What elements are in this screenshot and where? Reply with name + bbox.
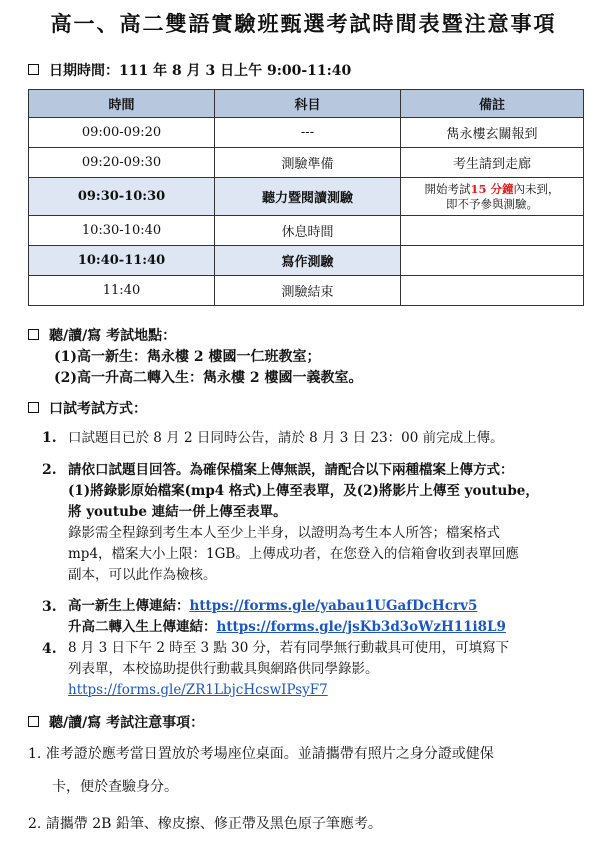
cell-subject: 聽力暨閱讀測驗 — [215, 178, 401, 216]
cell-note — [401, 216, 584, 246]
note-highlight: 15 分鐘 — [470, 181, 514, 196]
cell-note: 考生請到走廊 — [401, 148, 584, 178]
table-row — [29, 216, 584, 246]
notes-heading — [28, 712, 204, 732]
cell-note: 雋永樓玄關報到 — [401, 118, 584, 148]
oral-heading — [28, 398, 147, 418]
oral-item-text: mp4，檔案大小上限：1GB。上傳成功者，在您登入的信箱會收到表單回應 — [68, 546, 519, 562]
cell-note — [401, 276, 584, 306]
cell-note — [401, 178, 584, 216]
upload-link-line — [68, 596, 477, 617]
cell-time: 10:30-10:40 — [29, 216, 215, 246]
list-number: 2. — [42, 462, 57, 478]
note-text: 開始考試 — [424, 181, 471, 196]
location-line: (1)高一新生：雋永樓 2 樓國一仁班教室； — [54, 349, 321, 365]
header-note: 備註 — [401, 90, 584, 118]
location-line: (2)高一升高二轉入生：雋永樓 2 樓國一義教室。 — [54, 370, 363, 386]
schedule-table — [28, 89, 584, 306]
page-title: 高一、高二雙語實驗班甄選考試時間表暨注意事項 — [50, 11, 557, 36]
notes-item: 1. 准考證於應考當日置放於考場座位桌面。並請攜帶有照片之身分證或健保 — [28, 746, 494, 762]
device-request-link[interactable]: https://forms.gle/ZR1LbjcHcswIPsyF7 — [68, 682, 328, 698]
table-row — [29, 276, 584, 306]
location-heading — [28, 325, 176, 345]
notes-item: 卡，便於查驗身分。 — [52, 779, 178, 795]
oral-item-text: 列表單，本校協助提供行動載具與網路供同學錄影。 — [68, 661, 379, 677]
upload-link-label: 升高二轉入生上傳連結： — [68, 619, 217, 635]
schedule-heading-text: 日期時間：111 年 8 月 3 日上午 9:00-11:40 — [49, 63, 352, 79]
oral-item-text: 錄影需全程錄到考生本人至少上半身，以證明為考生本人所答；檔案格式 — [68, 525, 500, 541]
list-number: 1. — [42, 430, 57, 446]
table-row — [29, 118, 584, 148]
header-time: 時間 — [29, 90, 215, 118]
cell-subject: 休息時間 — [215, 216, 401, 246]
table-row — [29, 246, 584, 276]
oral-item-text: 請依口試題目回答。為確保檔案上傳無誤，請配合以下兩種檔案上傳方式： — [68, 462, 514, 478]
checkbox-bullet-icon — [28, 402, 39, 413]
upload-link-label: 高一新生上傳連結： — [68, 598, 190, 614]
cell-subject: 測驗結束 — [215, 276, 401, 306]
oral-item-text: (1)將錄影原始檔案(mp4 格式)上傳至表單，及(2)將影片上傳至 youtube， — [68, 483, 539, 499]
cell-subject: 寫作測驗 — [215, 246, 401, 276]
upload-link-new-students[interactable]: https://forms.gle/yabau1UGafDcHcrv5 — [189, 598, 478, 614]
list-number: 4. — [42, 641, 57, 657]
oral-item-text: 口試題目已於 8 月 2 日同時公告，請於 8 月 3 日 23：00 前完成上傳。 — [68, 430, 504, 446]
schedule-heading — [28, 60, 351, 80]
cell-subject: --- — [215, 118, 401, 148]
cell-time: 11:40 — [29, 276, 215, 306]
cell-time: 10:40-11:40 — [29, 246, 215, 276]
list-number: 3. — [42, 599, 57, 615]
cell-time: 09:00-09:20 — [29, 118, 215, 148]
notes-heading-text: 聽/讀/寫 考試注意事項： — [49, 715, 205, 731]
device-request-line — [68, 680, 328, 701]
checkbox-bullet-icon — [28, 716, 39, 727]
location-heading-text: 聽/讀/寫 考試地點： — [49, 328, 177, 344]
table-row — [29, 178, 584, 216]
upload-link-transfer-students[interactable]: https://forms.gle/jsKb3d3oWzH11i8L9 — [216, 619, 506, 635]
cell-time: 09:20-09:30 — [29, 148, 215, 178]
cell-note — [401, 246, 584, 276]
note-text: 內未到， — [513, 181, 560, 196]
checkbox-bullet-icon — [28, 329, 39, 340]
header-subject: 科目 — [215, 90, 401, 118]
oral-item-text: 8 月 3 日下午 2 時至 3 點 30 分，若有同學無行動載具可使用，可填寫下 — [68, 640, 510, 656]
cell-subject: 測驗準備 — [215, 148, 401, 178]
checkbox-bullet-icon — [28, 64, 39, 75]
oral-item-text: 將 youtube 連結一併上傳至表單。 — [68, 504, 287, 520]
upload-link-line — [68, 617, 506, 638]
oral-heading-text: 口試考試方式： — [49, 401, 147, 417]
table-header-row — [29, 90, 584, 118]
oral-item-text: 副本，可以此作為檢核。 — [68, 567, 217, 583]
notes-item: 2. 請攜帶 2B 鉛筆、橡皮擦、修正帶及黑色原子筆應考。 — [28, 816, 382, 832]
cell-time: 09:30-10:30 — [29, 178, 215, 216]
note-text: 即不予參與測驗。 — [446, 196, 538, 211]
table-row — [29, 148, 584, 178]
